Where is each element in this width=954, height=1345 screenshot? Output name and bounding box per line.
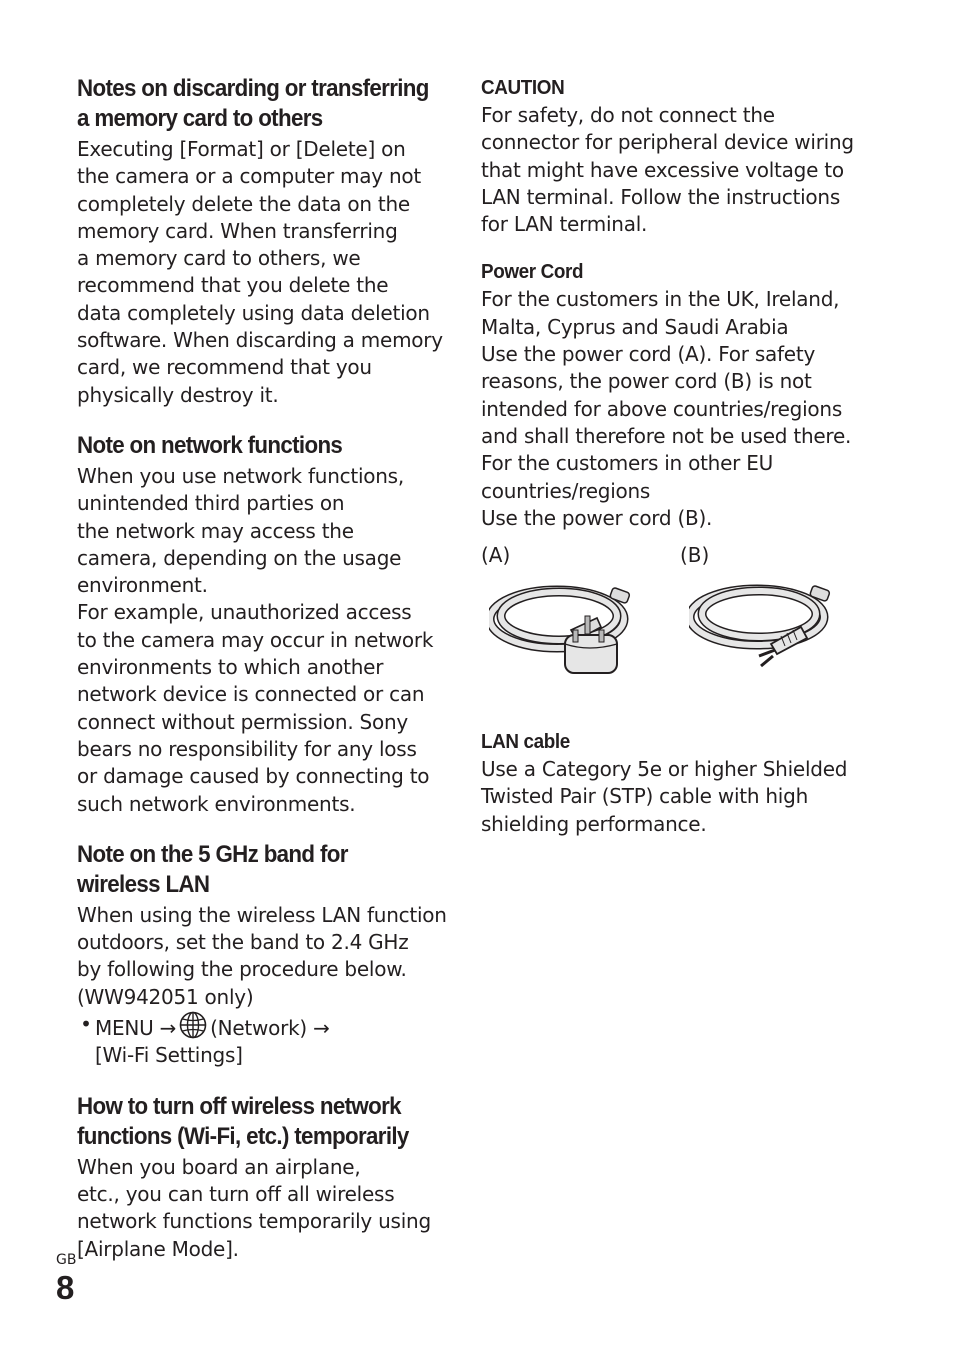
lan-cable-section bbox=[481, 728, 901, 838]
right-column bbox=[481, 74, 901, 858]
lan-cable-body: Use a Category 5e or higher Shielded Twisted Pair (STP) cable with high shielding performance. bbox=[481, 757, 848, 836]
section-heading: How to turn off wireless network functions (Wi-Fi, etc.) temporarily bbox=[77, 1092, 409, 1150]
figure-b-label: (B) bbox=[680, 543, 710, 568]
region-code: GB bbox=[56, 1252, 77, 1268]
section-body: Executing [Format] or [Delete] on the camera or a computer may not completely delete the data on the memory card. When transferring a memory card to others, we recommend that you delete the data completely using data deletion software. When discarding a memory card, we recommend that you physically destroy it. bbox=[77, 137, 443, 407]
uk-power-cord-image bbox=[489, 572, 639, 682]
caution-heading: CAUTION bbox=[481, 76, 565, 99]
caution-section bbox=[481, 74, 901, 238]
section-body: When you board an airplane, etc., you can turn off all wireless network functions temporarily using [Airplane Mode]. bbox=[77, 1154, 431, 1261]
power-cord-body: For the customers in the UK, Ireland, Malta, Cyprus and Saudi Arabia Use the power cord (A). For safety reasons, the power cord (B) is not intended for above countries/regions and shall therefore not be used there. For the customers in other EU countries/regions Use the power cord (B). bbox=[481, 287, 852, 530]
power-cord-figures bbox=[481, 542, 901, 692]
menu-path-wifi-settings: [Wi-Fi Settings] bbox=[95, 1043, 243, 1068]
lan-cable-heading: LAN cable bbox=[481, 730, 570, 754]
section-discarding-memory-card bbox=[77, 74, 447, 409]
section-5ghz-band bbox=[77, 840, 447, 1070]
section-heading: Note on the 5 GHz band for wireless LAN bbox=[77, 840, 348, 898]
left-column bbox=[77, 74, 447, 1285]
menu-path-bullet bbox=[77, 1011, 447, 1070]
menu-path-start: MENU → bbox=[95, 1016, 177, 1041]
section-body: When using the wireless LAN function outdoors, set the band to 2.4 GHz by following the procedure below. (WW942051 only) bbox=[77, 902, 447, 1009]
section-heading: Notes on discarding or transferring a memory card to others bbox=[77, 75, 429, 132]
globe-network-icon bbox=[179, 1011, 207, 1039]
page-number: 8 bbox=[56, 1269, 75, 1306]
section-network-functions bbox=[77, 431, 447, 818]
figure-a-label: (A) bbox=[481, 543, 511, 568]
section-turn-off-wireless bbox=[77, 1092, 447, 1263]
caution-body: For safety, do not connect the connector for peripheral device wiring that might have excessive voltage to LAN terminal. Follow the instructions for LAN terminal. bbox=[481, 103, 854, 237]
section-body: When you use network functions, unintended third parties on the network may access the camera, depending on the usage environment. For example, unauthorized access to the camera may occur in network environments to which another network device is connected or can connect without permission. Sony bears no responsibility for any loss or damage caused by connecting to such network environments. bbox=[77, 463, 434, 816]
menu-path-network: (Network) → bbox=[210, 1016, 330, 1041]
eu-power-cord-image bbox=[689, 572, 839, 682]
power-cord-section bbox=[481, 258, 901, 692]
bullet-dot: • bbox=[80, 1012, 92, 1037]
power-cord-heading: Power Cord bbox=[481, 260, 584, 284]
section-heading: Note on network functions bbox=[77, 431, 343, 459]
